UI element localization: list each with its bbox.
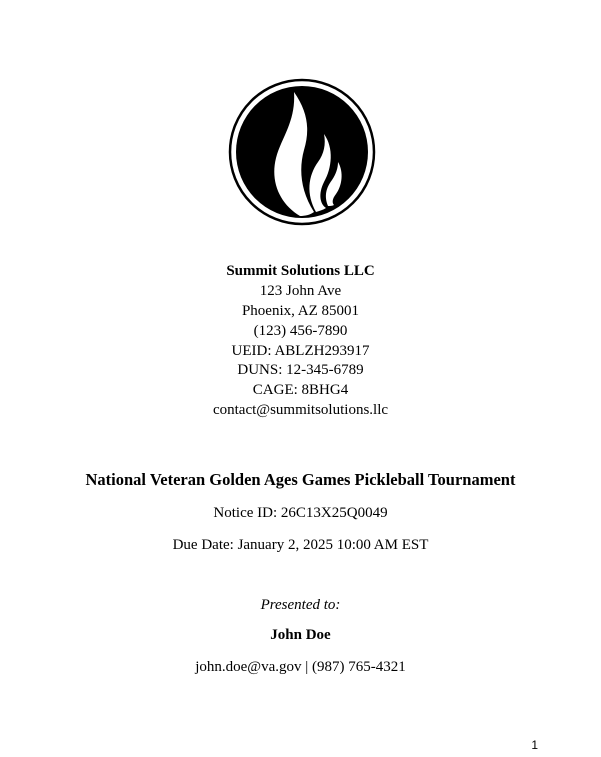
- due-date: Due Date: January 2, 2025 10:00 AM EST: [172, 537, 429, 553]
- page-number: 1: [531, 738, 538, 752]
- notice-id: Notice ID: 26C13X25Q0049: [213, 505, 388, 521]
- company-address-line2: Phoenix, AZ 85001: [241, 303, 360, 319]
- company-duns: DUNS: 12-345-6789: [237, 362, 364, 378]
- presented-to-label: Presented to:: [260, 597, 341, 613]
- company-ueid: UEID: ABLZH293917: [231, 343, 370, 359]
- company-name: Summit Solutions LLC: [226, 263, 375, 279]
- company-cage: CAGE: 8BHG4: [252, 382, 349, 398]
- flame-icon: [228, 78, 376, 226]
- recipient-name: John Doe: [270, 627, 331, 643]
- document-title: National Veteran Golden Ages Games Pickleball Tournament: [85, 470, 516, 489]
- company-phone: (123) 456-7890: [253, 323, 348, 339]
- recipient-contact: john.doe@va.gov | (987) 765-4321: [195, 659, 406, 675]
- company-email: contact@summitsolutions.llc: [212, 402, 389, 418]
- company-address-line1: 123 John Ave: [259, 283, 342, 299]
